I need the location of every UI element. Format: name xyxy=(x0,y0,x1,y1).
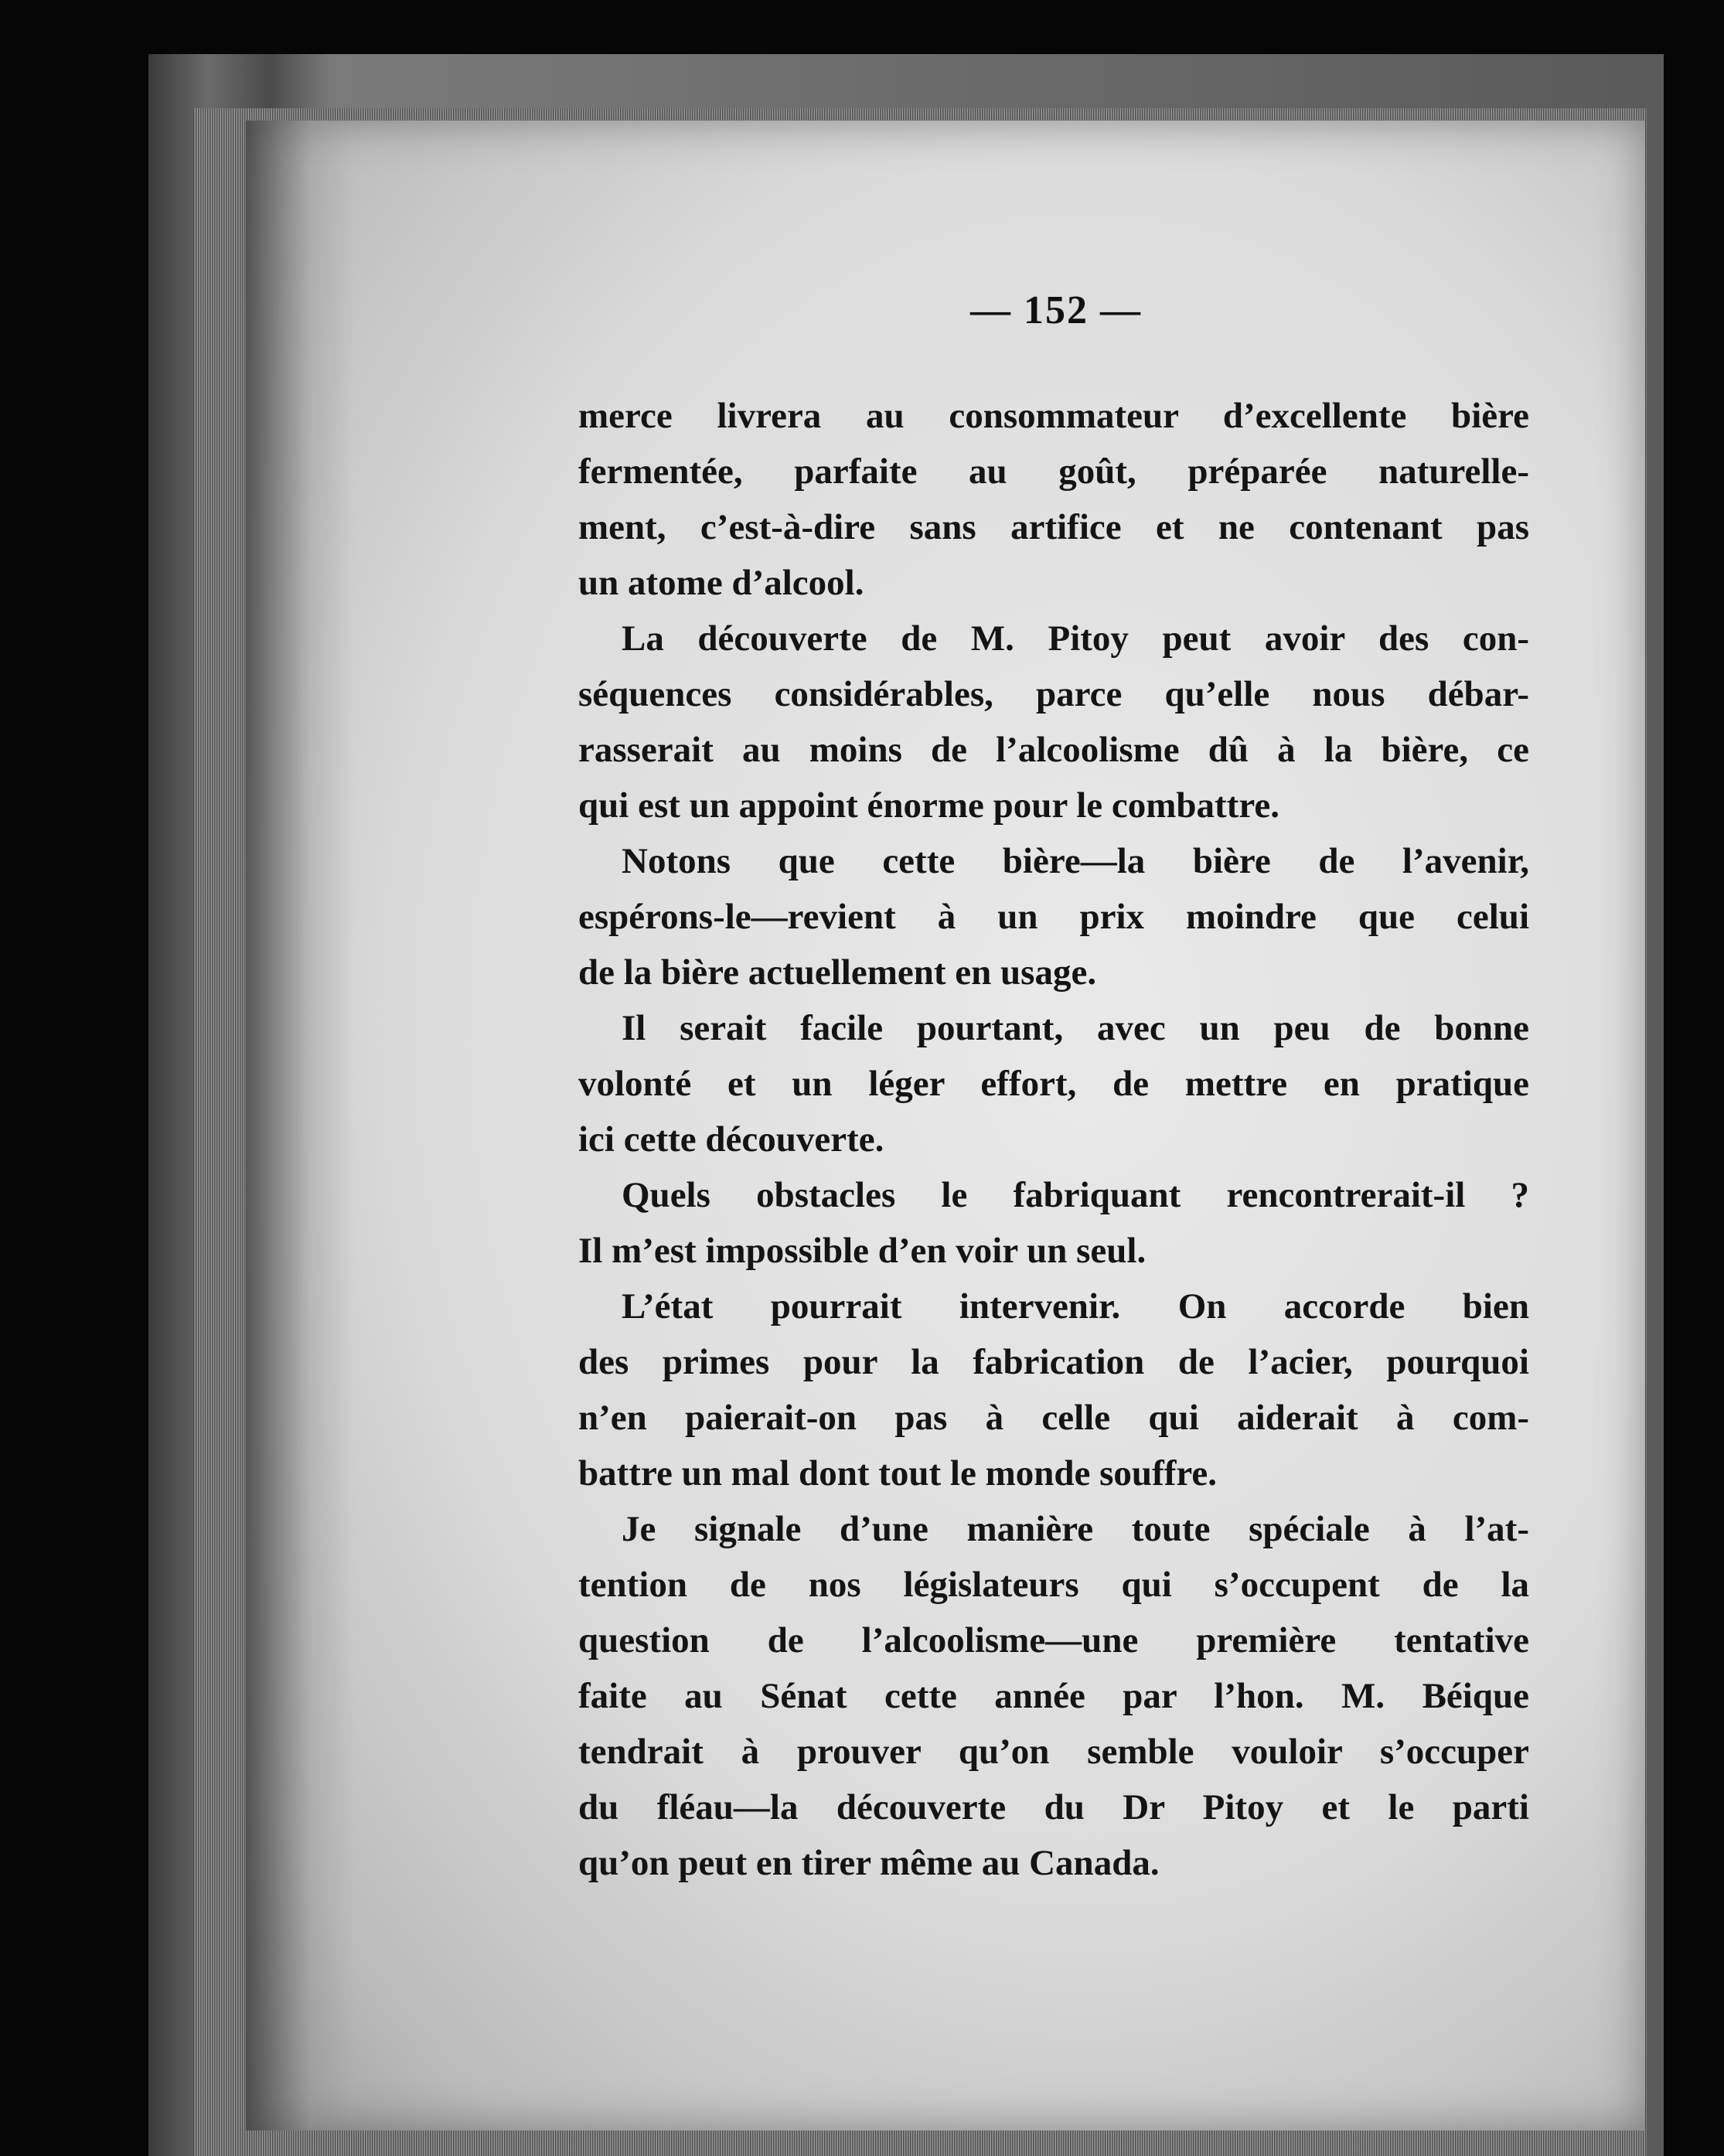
gutter-shadow xyxy=(246,121,354,2130)
page-body-text xyxy=(578,388,1529,1891)
text-line: fermentée, parfaite au goût, préparée naturelle- xyxy=(578,451,1529,492)
text-line: Il m’est impossible d’en voir un seul. xyxy=(578,1231,1146,1271)
text-line: qu’on peut en tirer même au Canada. xyxy=(578,1843,1160,1883)
text-line: faite au Sénat cette année par l’hon. M. Béique xyxy=(578,1676,1529,1716)
text-line: du fléau—la découverte du Dr Pitoy et le parti xyxy=(578,1787,1529,1827)
text-line: des primes pour la fabrication de l’acier, pourquoi xyxy=(578,1342,1529,1382)
text-line: séquences considérables, parce qu’elle nous débar- xyxy=(578,674,1529,714)
text-line: qui est un appoint énorme pour le combattre. xyxy=(578,785,1279,826)
text-line: volonté et un léger effort, de mettre en pratique xyxy=(578,1064,1529,1104)
text-line: Notons que cette bière—la bière de l’avenir, xyxy=(622,841,1529,881)
text-line: La découverte de M. Pitoy peut avoir des con- xyxy=(622,618,1529,659)
text-line: Il serait facile pourtant, avec un peu de bonne xyxy=(622,1008,1529,1048)
text-line: rasserait au moins de l’alcoolisme dû à la bière, ce xyxy=(578,730,1529,770)
text-line: ici cette découverte. xyxy=(578,1119,884,1160)
page-number: — 152 — xyxy=(970,288,1142,332)
text-line: ment, c’est-à-dire sans artifice et ne contenant pas xyxy=(578,507,1529,547)
text-line: n’en paierait-on pas à celle qui aiderait à com- xyxy=(578,1398,1529,1438)
text-line: merce livrera au consommateur d’excellente bière xyxy=(578,396,1529,436)
text-line: tendrait à prouver qu’on semble vouloir s’occuper xyxy=(578,1732,1529,1772)
text-line: tention de nos législateurs qui s’occupent de la xyxy=(578,1565,1529,1605)
text-line: L’état pourrait intervenir. On accorde bien xyxy=(622,1286,1529,1327)
text-line: espérons-le—revient à un prix moindre que celui xyxy=(578,897,1529,937)
text-line: Quels obstacles le fabriquant rencontrerait-il ? xyxy=(622,1175,1529,1215)
text-line: un atome d’alcool. xyxy=(578,563,864,603)
text-line: battre un mal dont tout le monde souffre. xyxy=(578,1453,1217,1494)
text-line: question de l’alcoolisme—une première tentative xyxy=(578,1620,1529,1660)
text-line: de la bière actuellement en usage. xyxy=(578,952,1097,993)
text-line: Je signale d’une manière toute spéciale à l’at- xyxy=(622,1509,1529,1549)
